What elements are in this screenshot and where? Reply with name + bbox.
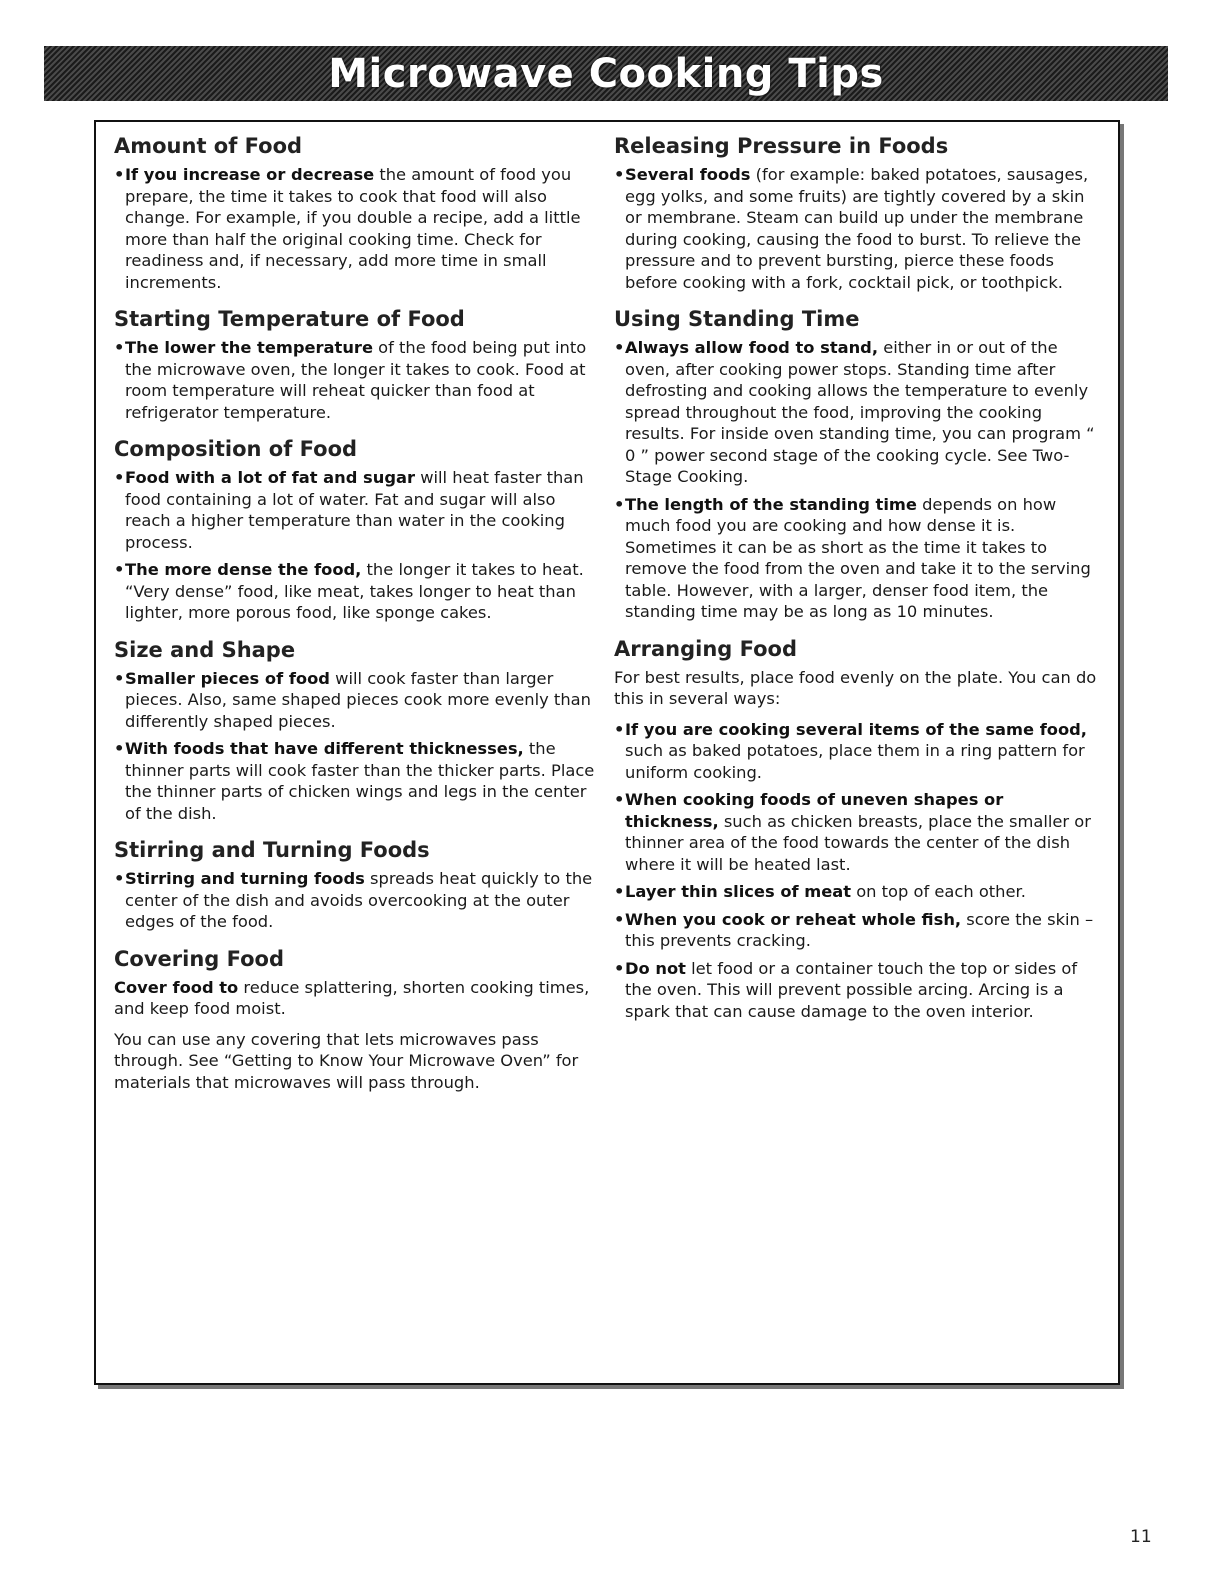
- bullet-item: • If you increase or decrease the amount of food you prepare, the time it takes to cook that food will also change. For example, if you double a recipe, add a little more than half the original cooking time. Check for readiness and, if necessary, add more time in small increments.: [114, 164, 600, 293]
- bullet-item: • If you are cooking several items of the same food, such as baked potatoes, place them in a ring pattern for uniform cooking.: [614, 719, 1100, 784]
- section-title: Stirring and Turning Foods: [114, 838, 430, 862]
- paragraph: Cover food to reduce splattering, shorten cooking times, and keep food moist.: [114, 977, 590, 1018]
- left-column: [114, 132, 600, 1105]
- section-covering-food: [114, 945, 600, 1094]
- paragraph: You can use any covering that lets microwaves pass through. See “Getting to Know Your Microwave Oven” for materials that microwaves will pass through.: [114, 1029, 579, 1092]
- section-using-standing-time: [614, 305, 1100, 623]
- bullet-item: • Layer thin slices of meat on top of each other.: [614, 881, 1100, 903]
- page-number: 11: [1130, 1527, 1152, 1547]
- bullet-item: • The more dense the food, the longer it takes to heat. “Very dense” food, like meat, takes longer to heat than lighter, more porous food, like sponge cakes.: [114, 559, 600, 624]
- intro-paragraph: For best results, place food evenly on the plate. You can do this in several ways:: [614, 667, 1097, 708]
- section-title: Covering Food: [114, 946, 284, 971]
- section-title: Arranging Food: [614, 636, 797, 661]
- section-title: Size and Shape: [114, 637, 296, 662]
- bullet-item: • When cooking foods of uneven shapes or thickness, such as chicken breasts, place the smaller or thinner area of the food towards the center of the dish where it will be heated last.: [614, 789, 1100, 875]
- section-title: Using Standing Time: [614, 307, 860, 331]
- section-title: Starting Temperature of Food: [114, 307, 465, 331]
- section-arranging-food: [614, 635, 1100, 1023]
- bullet-item: • The lower the temperature of the food being put into the microwave oven, the longer it takes to cook. Food at room temperature will reheat quicker than food at refrigerator temperature.: [114, 337, 600, 423]
- bullet-item: • Food with a lot of fat and sugar will heat faster than food containing a lot of water. Fat and sugar will also reach a higher temperature than water in the cooking process.: [114, 467, 600, 553]
- page-banner: [44, 46, 1168, 101]
- section-amount-of-food: [114, 132, 600, 293]
- bullet-item: • Always allow food to stand, either in or out of the oven, after cooking power stops. Standing time after defrosting and cooking allows the temperature to evenly spread throughout the food, improving the cooking results. For inside oven standing time, you can program “ 0 ” power second stage of the cooking cycle. See Two-Stage Cooking.: [614, 337, 1100, 488]
- bullet-item: • Do not let food or a container touch the top or sides of the oven. This will prevent possible arcing. Arcing is a spark that can cause damage to the oven interior.: [614, 958, 1100, 1023]
- bullet-item: • Smaller pieces of food will cook faster than larger pieces. Also, same shaped pieces cook more evenly than differently shaped pieces.: [114, 668, 600, 733]
- bullet-item: • Stirring and turning foods spreads heat quickly to the center of the dish and avoids overcooking at the outer edges of the food.: [114, 868, 600, 933]
- tips-content-box: [94, 120, 1120, 1385]
- bullet-item: • Several foods (for example: baked potatoes, sausages, egg yolks, and some fruits) are tightly covered by a skin or membrane. Steam can build up under the membrane during cooking, causing the food to burst. To relieve the pressure and to prevent bursting, pierce these foods before cooking with a fork, cocktail pick, or toothpick.: [614, 164, 1100, 293]
- section-releasing-pressure: [614, 132, 1100, 293]
- bullet-item: • When you cook or reheat whole fish, score the skin – this prevents cracking.: [614, 909, 1100, 952]
- section-title: Releasing Pressure in Foods: [614, 134, 949, 158]
- right-column: [614, 132, 1100, 1034]
- page-title: Microwave Cooking Tips: [328, 50, 884, 97]
- section-starting-temperature: [114, 305, 600, 423]
- section-size-and-shape: [114, 636, 600, 825]
- section-stirring-and-turning: [114, 836, 600, 933]
- section-composition-of-food: [114, 435, 600, 624]
- bullet-item: • With foods that have different thicknesses, the thinner parts will cook faster than the thicker parts. Place the thinner parts of chicken wings and legs in the center of the dish.: [114, 738, 600, 824]
- bullet-item: • The length of the standing time depends on how much food you are cooking and how dense it is. Sometimes it can be as short as the time it takes to remove the food from the oven and take it to the serving table. However, with a larger, denser food item, the standing time may be as long as 10 minutes.: [614, 494, 1100, 623]
- section-title: Composition of Food: [114, 437, 358, 461]
- section-title: Amount of Food: [114, 134, 303, 158]
